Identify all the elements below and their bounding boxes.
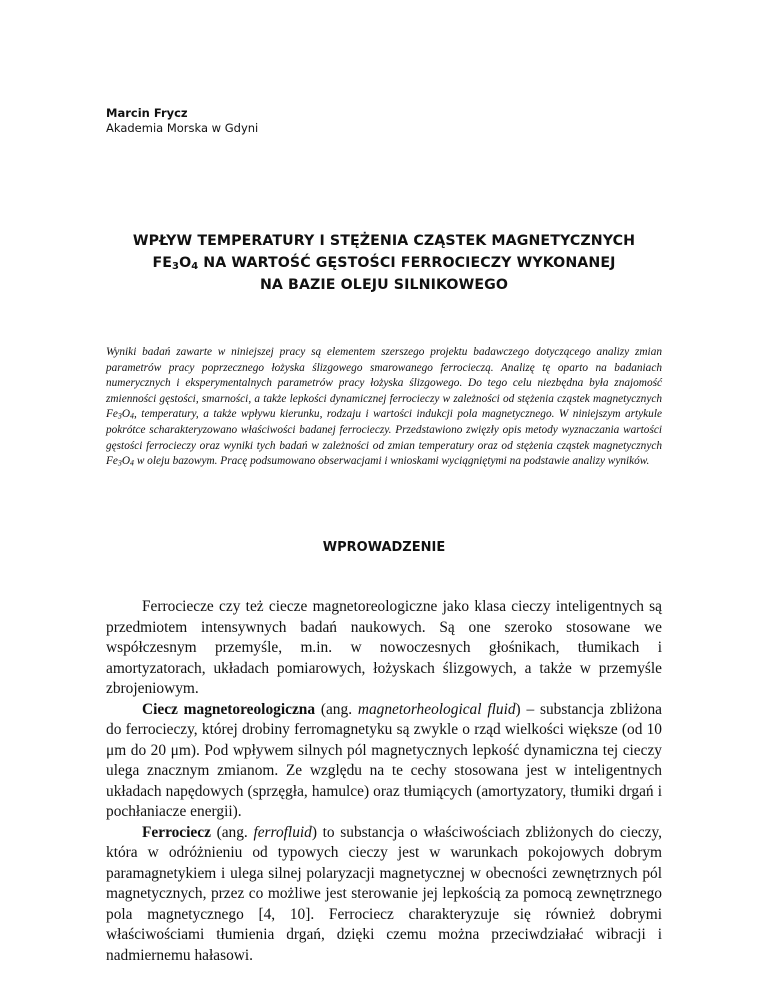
term-ferrofluid: Ferrociecz <box>142 823 211 841</box>
abstract-part-2: , temperatury, a także wpływu kierunku, rodzaju i wartości indukcji pola magnetycznego. W niniejszym artykule pokrótce scharakteryzowano właściwości badanej ferrocieczy. Przedstawiono zwięzły opis metody wyznaczania wartości gęstości ferrocieczy oraz wyniki tych badań w zależności od zmian temperatury oraz od stężenia cząstek magnetycznych Fe <box>106 408 662 468</box>
abstract <box>106 345 662 470</box>
body-text <box>106 597 662 966</box>
author-affiliation: Akademia Morska w Gdyni <box>106 121 259 135</box>
title-line-3: NA BAZIE OLEJU SILNIKOWEGO <box>259 277 509 293</box>
abstract-o-2: O <box>121 455 131 468</box>
paragraph-2-text-b: ) – substancja zbliżona do ferrocieczy, której drobiny ferromagnetyku są zwykle o rząd wielkości większe (od 10 μm do 20 μm). Pod wpływem silnych pól magnetycznych lepkość dynamiczna tej cieczy ulega znacznym zmianom. Ze względu na te cechy stosowana jest w inteligentnych układach napędowych (sprzęgła, hamulce) oraz tłumiących (amortyzatory, tłumiki drgań i pochłaniacze energii). <box>106 700 663 820</box>
abstract-part-3: w oleju bazowym. Pracę podsumowano obserwacjami i wnioskami wyciągniętymi na podstawie analizy wyników. <box>134 455 650 468</box>
abstract-part-1: Wyniki badań zawarte w niniejszej pracy są elementem szerszego projektu badawczego dotyczącego analizy zmian parametrów pracy poprzecznego łożyska ślizgowego smarowanego ferrocieczą. Analizę tę oparto na badaniach numerycznych i eksperymentalnych parametrów pracy łożyska ślizgowego. Do tego celu niezbędna była znajomość zmienności gęstości, smarności, a także lepkości dynamicznej ferrocieczy w zależności od stężenia cząstek magnetycznych Fe <box>106 346 662 421</box>
title-line-2-rest: NA WARTOŚĆ GĘSTOŚCI FERROCIECZY WYKONANEJ <box>198 255 616 271</box>
term-magnetorheological: Ciecz magnetoreologiczna <box>142 700 316 718</box>
paragraph-2 <box>106 700 662 823</box>
abstract-sub-2: 4 <box>130 411 134 421</box>
english-term-magnetorheological: magnetorheological fluid <box>357 700 516 718</box>
title-line-2 <box>96 252 672 274</box>
paragraph-1: Ferrociecze czy też ciecze magnetoreologiczne jako klasa cieczy inteligentnych są przedmiotem intensywnych badań naukowych. Są one szeroko stosowane we współczesnym przemyśle, m.in. w nowoczesnych głośnikach, tłumikach i amortyzatorach, układach pomiarowych, łożyskach ślizgowych, a także w przemyśle zbrojeniowym. <box>106 598 662 697</box>
abstract-sub-3: 3 <box>117 458 122 468</box>
paragraph-3-text-b: ) to substancja o właściwościach zbliżonych do cieczy, która w odróżnieniu od typowych cieczy jest w warunkach pokojowych dobrym paramagnetykiem i ulega silnej polaryzacji magnetycznej w obecności zewnętrznych pól magnetycznych, przez co możliwe jest sterowanie jej lepkością za pomocą zewnętrznego pola magnetycznego [4, 10]. Ferrociecz charakteryzuje się również dobrymi właściwościami tłumienia drgań, dzięki czemu można przeciwdziałać wibracji i nadmiernemu hałasowi. <box>106 823 662 964</box>
english-term-ferrofluid: ferrofluid <box>253 823 312 841</box>
abstract-o-1: O <box>121 408 131 421</box>
abstract-sub-4: 4 <box>130 458 134 468</box>
author-block <box>106 106 258 136</box>
paragraph-3-text-a: (ang. <box>210 823 254 841</box>
title-sub-3: 3 <box>172 260 180 272</box>
title-line-1: WPŁYW TEMPERATURY I STĘŻENIA CZĄSTEK MAGNETYCZNYCH <box>132 233 636 249</box>
paper-title <box>96 230 672 296</box>
section-heading: WPROWADZENIE <box>322 540 446 555</box>
title-sub-4: 4 <box>191 260 199 272</box>
paragraph-2-text-a: (ang. <box>315 700 358 718</box>
paragraph-3 <box>106 823 662 967</box>
title-fe: FE <box>152 255 173 271</box>
abstract-sub-1: 3 <box>117 411 122 421</box>
title-o: O <box>179 255 192 271</box>
author-name: Marcin Frycz <box>106 106 188 120</box>
